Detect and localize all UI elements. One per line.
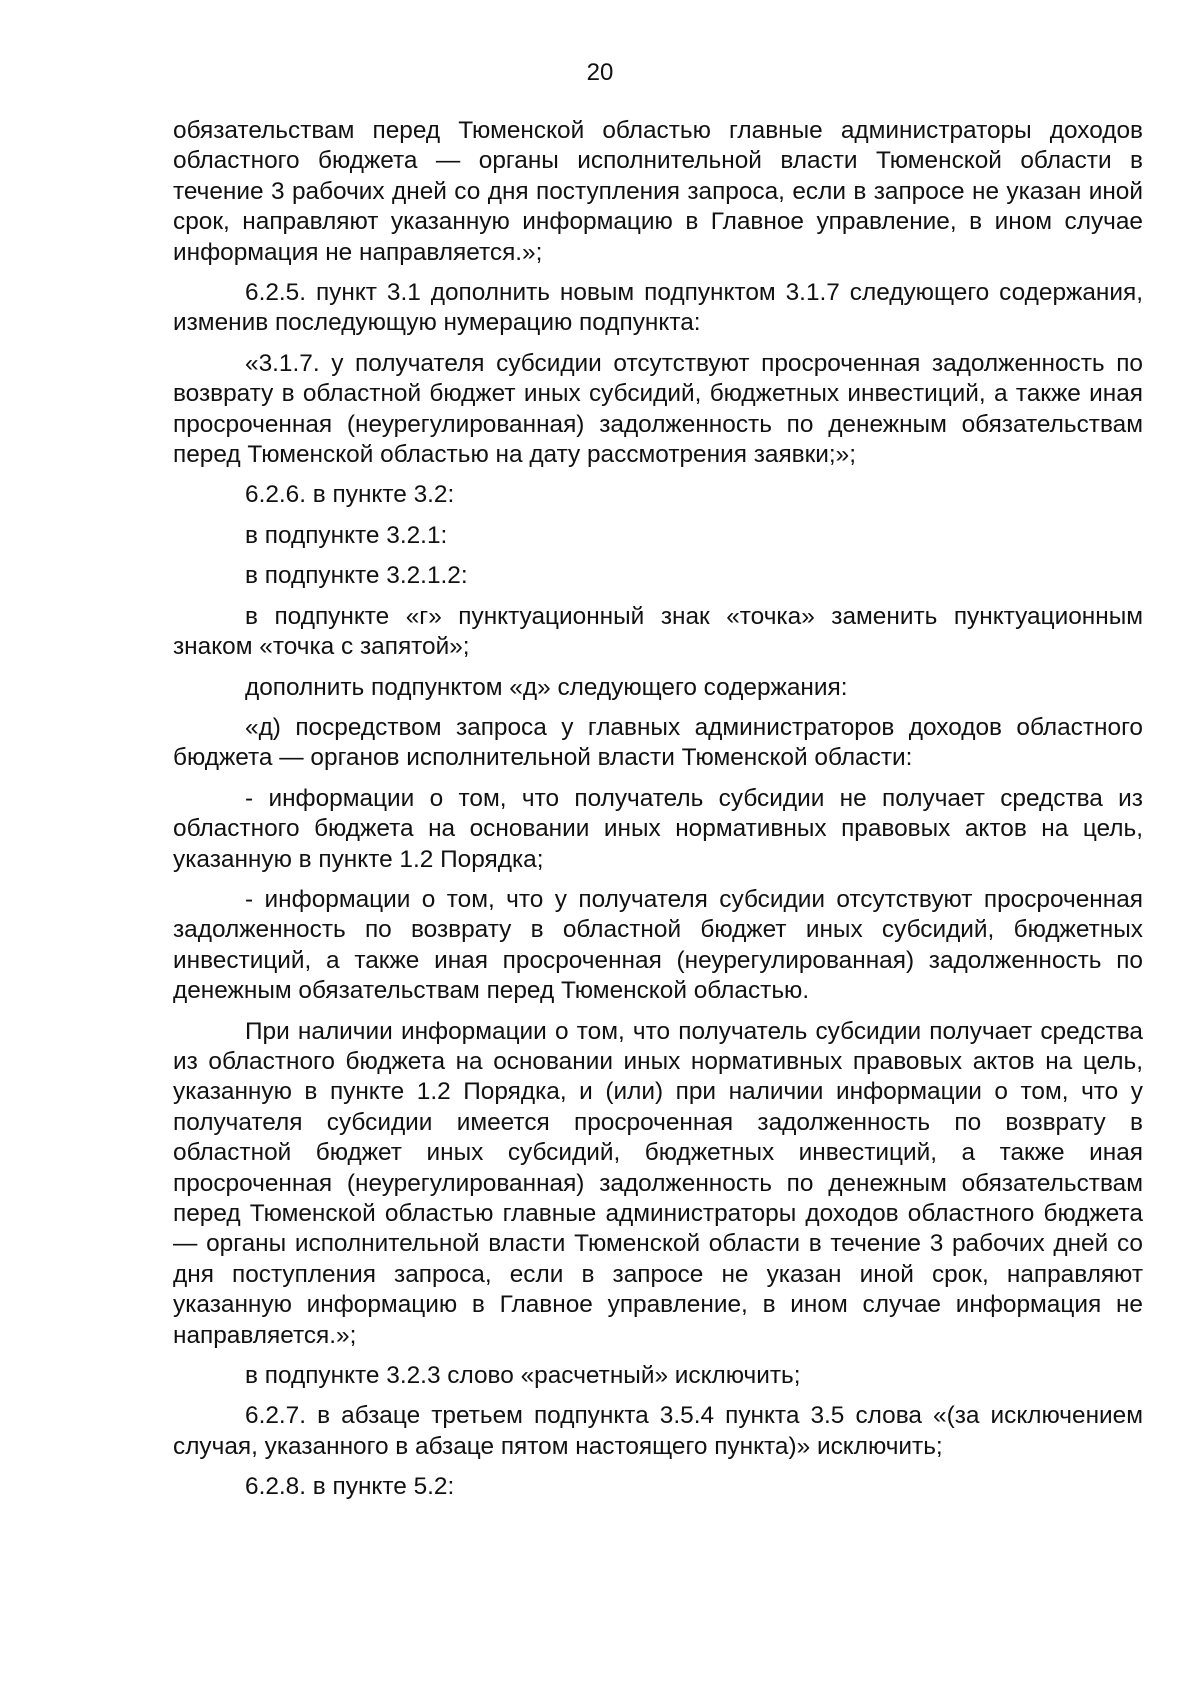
paragraph: дополнить подпунктом «д» следующего содержания: [245, 673, 848, 701]
paragraph: «3.1.7. у получателя субсидии отсутствуют просроченная задолженность по возврату в областной бюджет иных субсидий, бюджетных инвестиций, а также иная просроченная (неурегулированная) задолженность по денежным обязательствам перед Тюменской областью на дату рассмотрения заявки;»; [173, 349, 1143, 469]
paragraph: 6.2.6. в пункте 3.2: [245, 481, 455, 509]
paragraph: - информации о том, что получатель субсидии не получает средства из областного бюджета на основании иных нормативных правовых актов на цель, указанную в пункте 1.2 Порядка; [173, 784, 1143, 873]
paragraph: 6.2.5. пункт 3.1 дополнить новым подпунктом 3.1.7 следующего содержания, изменив последующую нумерацию подпункта: [173, 279, 1143, 337]
paragraph: в подпункте 3.2.3 слово «расчетный» исключить; [245, 1362, 801, 1390]
paragraph: 6.2.7. в абзаце третьем подпункта 3.5.4 пункта 3.5 слова «(за исключением случая, указанного в абзаце пятом настоящего пункта)» исключить; [173, 1402, 1143, 1460]
paragraph: 6.2.8. в пункте 5.2: [245, 1473, 455, 1501]
page-number: 20 [586, 59, 614, 86]
paragraph: обязательствам перед Тюменской областью главные администраторы доходов областного бюджета — органы исполнительной власти Тюменской области в течение 3 рабочих дней со дня поступления запроса, если в запросе не указан иной срок, направляют указанную информацию в Главное управление, в ином случае информация не направляется.»; [173, 117, 1143, 266]
paragraph: в подпункте «г» пунктуационный знак «точка» заменить пунктуационным знаком «точка с запятой»; [173, 602, 1143, 661]
paragraph: в подпункте 3.2.1: [245, 521, 448, 549]
document-body [173, 116, 1143, 1513]
paragraph: - информации о том, что у получателя субсидии отсутствуют просроченная задолженность по возврату в областной бюджет иных субсидий, бюджетных инвестиций, а также иная просроченная (неурегулированная) задолженность по денежным обязательствам перед Тюменской областью. [173, 885, 1143, 1005]
paragraph: «д) посредством запроса у главных администраторов доходов областного бюджета — органов исполнительной власти Тюменской области: [173, 713, 1143, 772]
paragraph: в подпункте 3.2.1.2: [245, 562, 468, 590]
paragraph: При наличии информации о том, что получатель субсидии получает средства из областного бюджета на основании иных нормативных правовых актов на цель, указанную в пункте 1.2 Порядка, и (или) при наличии информации о том, что у получателя субсидии имеется просроченная задолженность по возврату в областной бюджет иных субсидий, бюджетных инвестиций, а также иная просроченная (неурегулированная) задолженность по денежным обязательствам перед Тюменской областью главные администраторы доходов областного бюджета — органы исполнительной власти Тюменской области в течение 3 рабочих дней со дня поступления запроса, если в запросе не указан иной срок, направляют указанную информацию в Главное управление, в ином случае информация не направляется.»; [173, 1017, 1143, 1349]
